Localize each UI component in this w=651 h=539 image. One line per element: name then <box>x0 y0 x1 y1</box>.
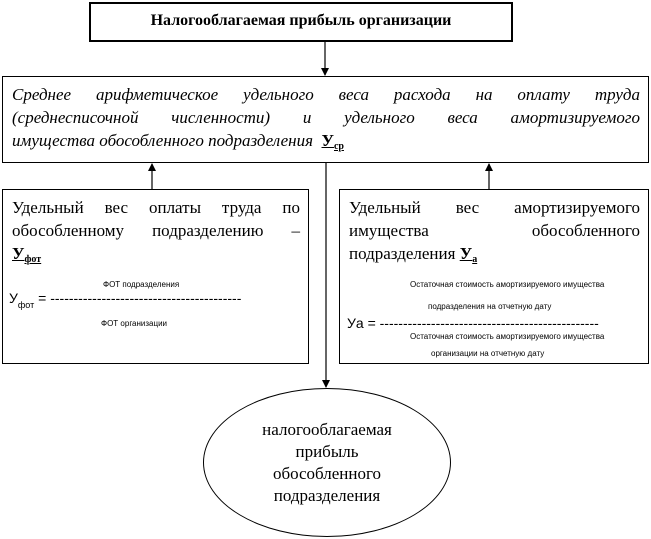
average-share-line-1: Среднее арифметическое удельного веса расхода на оплату труда <box>12 85 640 104</box>
labor-formula-denominator: ФОТ организации <box>101 319 168 328</box>
branch-profit-text <box>242 419 412 507</box>
depreciable-share-line-2: имущества обособленного <box>349 221 640 240</box>
labor-formula-lhs: У <box>9 290 18 306</box>
depreciable-formula-numerator-2: подразделения на отчетную дату <box>428 302 552 311</box>
depreciable-share-line-3: подразделения $У_а$ <box>349 244 478 265</box>
average-share-symbol: $У_{ср}$ <box>321 131 344 152</box>
branch-profit-ellipse <box>203 388 451 537</box>
labor-share-box <box>2 189 309 364</box>
labor-formula-line: = ----------------------------------------- <box>38 290 242 306</box>
average-share-line-3 <box>12 129 640 158</box>
depreciable-formula-denominator-1: Остаточная стоимость амортизируемого имущества <box>410 332 605 341</box>
depreciable-formula-line: = ----------------------------------------------- <box>367 315 599 331</box>
average-share-box <box>2 76 649 163</box>
depreciable-share-symbol: У <box>459 244 473 263</box>
depreciable-formula-denominator-2: организации на отчетную дату <box>431 349 545 358</box>
labor-share-line-2: обособленному подразделению – <box>12 221 300 240</box>
depreciable-formula-numerator-1: Остаточная стоимость амортизируемого имущества <box>410 280 605 289</box>
labor-formula <box>9 290 241 310</box>
labor-formula-numerator: ФОТ подразделения <box>103 280 180 289</box>
depreciable-share-line-1: Удельный вес амортизируемого <box>349 198 640 217</box>
depreciable-formula-lhs: Уа <box>347 315 364 331</box>
branch-profit-line-4: подразделения <box>273 485 381 505</box>
labor-formula-lhs-sub: фот <box>17 300 35 310</box>
labor-share-line-1: Удельный вес оплаты труда по <box>12 198 300 217</box>
branch-profit-line-1: налогооблагаемая <box>262 419 392 439</box>
average-share-line-3-text: имущества обособленного подразделения <box>12 131 313 150</box>
branch-profit-line-2: прибыль <box>295 441 359 461</box>
average-share-line-2: (среднесписочной численности) и удельного веса амортизируемого <box>12 108 640 127</box>
organization-profit-box <box>89 2 513 42</box>
labor-share-symbol: $У_{фот}$ <box>12 244 42 265</box>
depreciable-formula <box>347 315 599 331</box>
branch-profit-line-3: обособленного <box>272 463 382 483</box>
organization-profit-title: Налогооблагаемая прибыль организации <box>150 12 452 29</box>
